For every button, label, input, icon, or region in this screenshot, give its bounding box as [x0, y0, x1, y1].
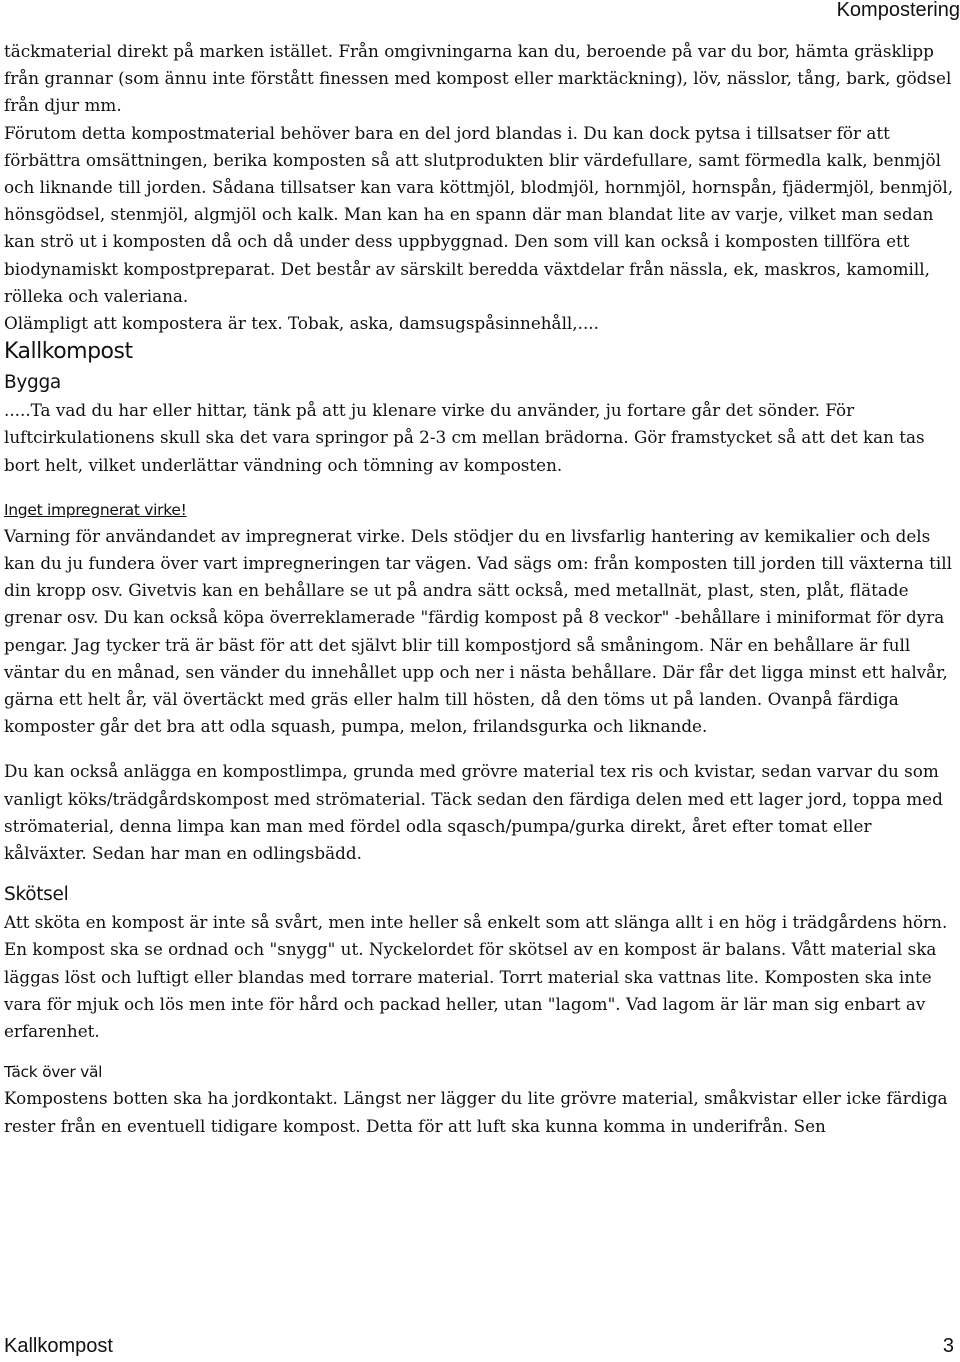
heading-tack-over-val: Täck över väl	[4, 1063, 103, 1082]
heading-bygga: Bygga	[4, 372, 61, 394]
heading-kallkompost: Kallkompost	[4, 339, 133, 365]
intro-paragraph-2: Förutom detta kompostmaterial behöver bara en del jord blandas i. Du kan dock pytsa i tillsatser för att förbättra omsättningen, berika komposten så att slutprodukten blir värdefullare, samt förmedla kalk, benmjöl och liknande till jorden. Sådana tillsatser kan vara köttmjöl, blodmjöl, hornmjöl, hornspån, fjädermjöl, benmjöl, hönsgödsel, stenmjöl, algmjöl och kalk. Man kan ha en spann där man blandat lite av varje, vilket man sedan kan strö ut i komposten då och då under dess uppbyggnad. Den som vill kan också i komposten tillföra ett biodynamiskt kompostpreparat. Det består av särskilt beredda växtdelar från nässla, ek, maskros, kamomill, rölleka och valeriana.	[4, 122, 954, 306]
page-footer	[4, 1336, 954, 1356]
tack-paragraph: Kompostens botten ska ha jordkontakt. Längst ner lägger du lite grövre material, småkvistar eller icke färdiga rester från en eventuell tidigare kompost. Detta för att luft ska kunna komma in underifrån. Sen	[4, 1088, 948, 1136]
intro-paragraph-3: Olämpligt att kompostera är tex. Tobak, aska, damsugspåsinnehåll,....	[4, 313, 599, 334]
footer-chapter: Kallkompost	[4, 1335, 113, 1357]
limpa-paragraph: Du kan också anlägga en kompostlimpa, grunda med grövre material tex ris och kvistar, sedan varvar du som vanligt köks/trädgårdskompost med strömaterial. Täck sedan den färdiga delen med ett lager jord, toppa med strömaterial, denna limpa kan man med fördel odla sqasch/pumpa/gurka direkt, året efter tomat eller kålväxter. Sedan har man en odlingsbädd.	[4, 761, 943, 864]
intro-paragraph-1: täckmaterial direkt på marken istället. Från omgivningarna kan du, beroende på var du bor, hämta gräsklipp från grannar (som ännu inte förstått finessen med kompost eller marktäckning), löv, nässlor, tång, bark, gödsel från djur mm.	[4, 41, 952, 116]
page-number: 3	[942, 1335, 954, 1357]
page-content	[4, 38, 954, 1140]
page-header	[837, 0, 960, 20]
heading-warning: Inget impregnerat virke!	[4, 500, 187, 519]
bygga-paragraph: .....Ta vad du har eller hittar, tänk på att ju klenare virke du använder, ju fortare går det sönder. För luftcirkulationens skull ska det vara springor på 2-3 cm mellan brädorna. Gör framstycket så att det kan tas bort helt, vilket underlättar vändning och tömning av komposten.	[4, 400, 925, 475]
warning-paragraph: Varning för användandet av impregnerat virke. Dels stödjer du en livsfarlig hantering av kemikalier och dels kan du ju fundera över vart impregneringen tar vägen. Vad sägs om: från komposten till jorden till växterna till din kropp osv. Givetvis kan en behållare se ut på andra sätt också, med metallnät, plast, sten, plåt, flätade grenar osv. Du kan också köpa överreklamerade "färdig kompost på 8 veckor" -behållare i miniformat för dyra pengar. Jag tycker trä är bäst för att det självt blir till kompostjord så småningom. När en behållare är full väntar du en månad, sen vänder du innehållet upp och ner i nästa behållare. Där får det ligga minst ett halvår, gärna ett helt år, väl övertäckt med gräs eller halm till hösten, då den töms ut på landen. Ovanpå färdiga komposter går det bra att odla squash, pumpa, melon, frilandsgurka och liknande.	[4, 525, 953, 737]
skotsel-paragraph: Att sköta en kompost är inte så svårt, men inte heller så enkelt som att slänga allt i en hög i trädgårdens hörn. En kompost ska se ordnad och "snygg" ut. Nyckelordet för skötsel av en kompost är balans. Vått material ska läggas löst och luftigt eller blandas med torrare material. Torrt material ska vattnas lite. Komposten ska inte vara för mjuk och lös men inte för hård och packad heller, utan "lagom". Vad lagom är lär man sig enbart av erfarenhet.	[4, 912, 948, 1042]
heading-skotsel: Skötsel	[4, 884, 69, 906]
section-title: Kompostering	[836, 0, 960, 21]
